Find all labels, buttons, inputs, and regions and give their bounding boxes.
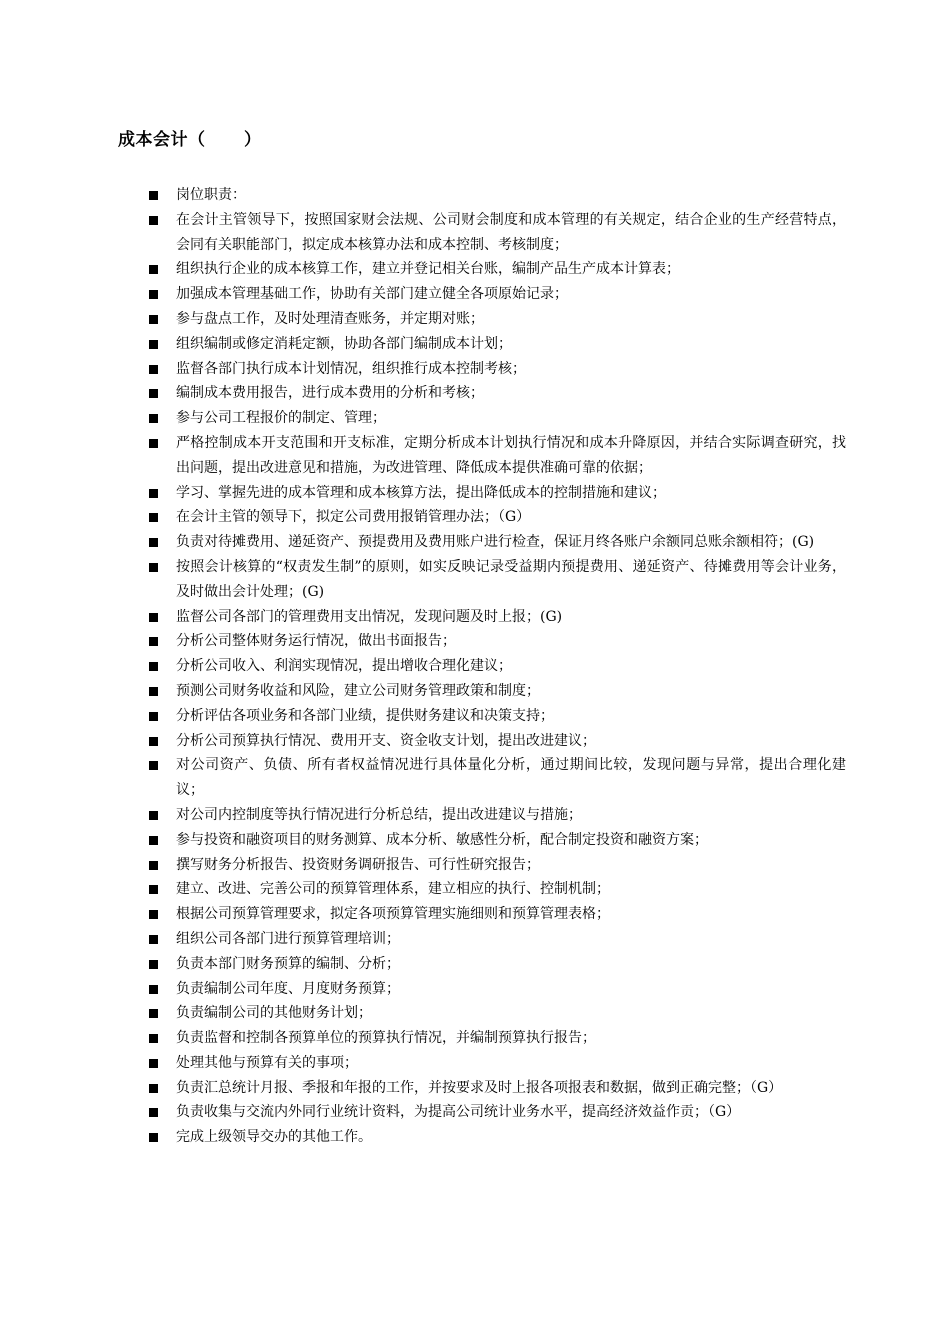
- duty-list-item: [146, 282, 846, 307]
- duty-list-item: [146, 257, 846, 282]
- square-bullet-icon: [149, 1059, 158, 1068]
- square-bullet-icon: [149, 1084, 158, 1093]
- duty-item-text: 对公司内控制度等执行情况进行分析总结，提出改进建议与措施；: [176, 806, 582, 823]
- duty-item-text: 监督各部门执行成本计划情况，组织推行成本控制考核；: [176, 360, 526, 377]
- square-bullet-icon: [149, 910, 158, 919]
- duty-list-item: [146, 357, 846, 382]
- duty-item-text: 在会计主管领导下，按照国家财会法规、公司财会制度和成本管理的有关规定，结合企业的生产经营特点，会同有关职能部门，拟定成本核算办法和成本控制、考核制度；: [176, 211, 846, 253]
- duty-item-text: 严格控制成本开支范围和开支标准，定期分析成本计划执行情况和成本升降原因，并结合实际调查研究，找出问题，提出改进意见和措施，为改进管理、降低成本提供准确可靠的依据；: [176, 434, 846, 476]
- duty-list-item: [146, 1026, 846, 1051]
- duty-list-item: [146, 208, 846, 258]
- duty-list-item: [146, 927, 846, 952]
- duty-item-text: 预测公司财务收益和风险，建立公司财务管理政策和制度；: [176, 682, 540, 699]
- duty-item-text: 学习、掌握先进的成本管理和成本核算方法，提出降低成本的控制措施和建议；: [176, 484, 666, 501]
- square-bullet-icon: [149, 365, 158, 374]
- duty-item-text: 分析评估各项业务和各部门业绩，提供财务建议和决策支持；: [176, 707, 554, 724]
- duty-item-text: 岗位职责：: [176, 187, 246, 203]
- duty-item-text: 根据公司预算管理要求，拟定各项预算管理实施细则和预算管理表格；: [176, 906, 610, 923]
- duty-list-item: [146, 481, 846, 506]
- duty-list-item: [146, 555, 846, 605]
- square-bullet-icon: [149, 513, 158, 522]
- duty-list-item: [146, 977, 846, 1002]
- duty-item-text: 编制成本费用报告，进行成本费用的分析和考核；: [176, 385, 484, 402]
- square-bullet-icon: [149, 613, 158, 622]
- square-bullet-icon: [149, 836, 158, 845]
- square-bullet-icon: [149, 265, 158, 274]
- duty-list-item: [146, 704, 846, 729]
- square-bullet-icon: [149, 563, 158, 572]
- duty-item-text: 处理其他与预算有关的事项；: [176, 1054, 358, 1071]
- duty-item-text: 负责收集与交流内外同行业统计资料，为提高公司统计业务水平，提高经济效益作贡；（G）: [176, 1104, 741, 1121]
- duty-item-text: 在会计主管的领导下，拟定公司费用报销管理办法；（G）: [176, 509, 531, 526]
- duty-item-text: 撰写财务分析报告、投资财务调研报告、可行性研究报告；: [176, 856, 540, 873]
- document-title: 成本会计（ ）: [118, 130, 262, 150]
- duty-list-item: [146, 679, 846, 704]
- duty-list-item: [146, 729, 846, 754]
- duty-item-text: 分析公司整体财务运行情况，做出书面报告；: [176, 633, 456, 650]
- duty-list-item: [146, 381, 846, 406]
- duty-item-text: 对公司资产、负债、所有者权益情况进行具体量化分析，通过期间比较，发现问题与异常，提出合理化建议；: [176, 757, 846, 799]
- duty-list-item: [146, 431, 846, 481]
- square-bullet-icon: [149, 811, 158, 820]
- duty-list-item: [146, 332, 846, 357]
- square-bullet-icon: [149, 662, 158, 671]
- square-bullet-icon: [149, 191, 158, 200]
- square-bullet-icon: [149, 687, 158, 696]
- square-bullet-icon: [149, 1133, 158, 1142]
- duty-item-text: 负责本部门财务预算的编制、分析；: [176, 955, 400, 972]
- square-bullet-icon: [149, 290, 158, 299]
- duty-list-item: [146, 505, 846, 530]
- square-bullet-icon: [149, 861, 158, 870]
- duty-list-item: [146, 605, 846, 630]
- square-bullet-icon: [149, 985, 158, 994]
- duty-item-text: 按照会计核算的“权责发生制”的原则，如实反映记录受益期内预提费用、递延资产、待摊费用等会计业务，及时做出会计处理；(G): [176, 558, 846, 600]
- duty-list-item: [146, 877, 846, 902]
- duty-item-text: 负责汇总统计月报、季报和年报的工作，并按要求及时上报各项报表和数据，做到正确完整；（G）: [176, 1079, 783, 1096]
- square-bullet-icon: [149, 216, 158, 225]
- duty-list-item: [146, 1076, 846, 1101]
- duty-item-text: 负责监督和控制各预算单位的预算执行情况，并编制预算执行报告；: [176, 1030, 596, 1047]
- square-bullet-icon: [149, 761, 158, 770]
- duty-item-text: 加强成本管理基础工作，协助有关部门建立健全各项原始记录；: [176, 286, 568, 303]
- duty-item-text: 负责对待摊费用、递延资产、预提费用及费用账户进行检查，保证月终各账户余额同总账余额相符；(G): [176, 534, 815, 551]
- square-bullet-icon: [149, 935, 158, 944]
- square-bullet-icon: [149, 538, 158, 547]
- duty-list-item: [146, 902, 846, 927]
- duty-list-item: [146, 406, 846, 431]
- square-bullet-icon: [149, 315, 158, 324]
- duty-item-text: 监督公司各部门的管理费用支出情况，发现问题及时上报；(G): [176, 608, 563, 625]
- duty-item-text: 组织编制或修定消耗定额，协助各部门编制成本计划；: [176, 335, 512, 352]
- square-bullet-icon: [149, 389, 158, 398]
- square-bullet-icon: [149, 1034, 158, 1043]
- square-bullet-icon: [149, 737, 158, 746]
- duty-item-text: 参与投资和融资项目的财务测算、成本分析、敏感性分析，配合制定投资和融资方案；: [176, 831, 708, 848]
- duty-item-text: 参与盘点工作，及时处理清查账务，并定期对账；: [176, 310, 484, 327]
- duty-list-item: [146, 1051, 846, 1076]
- square-bullet-icon: [149, 1108, 158, 1117]
- duty-list-item: [146, 853, 846, 878]
- duty-item-text: 参与公司工程报价的制定、管理；: [176, 410, 386, 427]
- duty-list-item: [146, 1125, 846, 1150]
- square-bullet-icon: [149, 712, 158, 721]
- square-bullet-icon: [149, 960, 158, 969]
- duty-item-text: 组织公司各部门进行预算管理培训；: [176, 930, 400, 947]
- duty-item-text: 组织执行企业的成本核算工作，建立并登记相关台账，编制产品生产成本计算表；: [176, 261, 680, 278]
- duty-list-item: [146, 952, 846, 977]
- duty-list-item: [146, 629, 846, 654]
- duty-item-text: 负责编制公司的其他财务计划；: [176, 1005, 372, 1022]
- duty-item-text: 分析公司收入、利润实现情况，提出增收合理化建议；: [176, 658, 512, 675]
- duty-item-text: 负责编制公司年度、月度财务预算；: [176, 980, 400, 997]
- square-bullet-icon: [149, 885, 158, 894]
- duty-list-item: [146, 530, 846, 555]
- square-bullet-icon: [149, 1009, 158, 1018]
- duty-item-text: 分析公司预算执行情况、费用开支、资金收支计划，提出改进建议；: [176, 732, 596, 749]
- square-bullet-icon: [149, 489, 158, 498]
- duty-list-item: [146, 828, 846, 853]
- square-bullet-icon: [149, 414, 158, 423]
- duty-item-text: 完成上级领导交办的其他工作。: [176, 1129, 372, 1146]
- duty-list: [146, 183, 846, 1150]
- square-bullet-icon: [149, 637, 158, 646]
- square-bullet-icon: [149, 439, 158, 448]
- square-bullet-icon: [149, 340, 158, 349]
- duty-list-item: [146, 753, 846, 803]
- duty-list-item: [146, 654, 846, 679]
- duty-item-text: 建立、改进、完善公司的预算管理体系，建立相应的执行、控制机制；: [176, 881, 610, 898]
- duty-list-item: [146, 1001, 846, 1026]
- duty-list-item: [146, 803, 846, 828]
- duty-list-item: [146, 307, 846, 332]
- duty-list-item: [146, 1100, 846, 1125]
- duty-list-item: [146, 183, 846, 208]
